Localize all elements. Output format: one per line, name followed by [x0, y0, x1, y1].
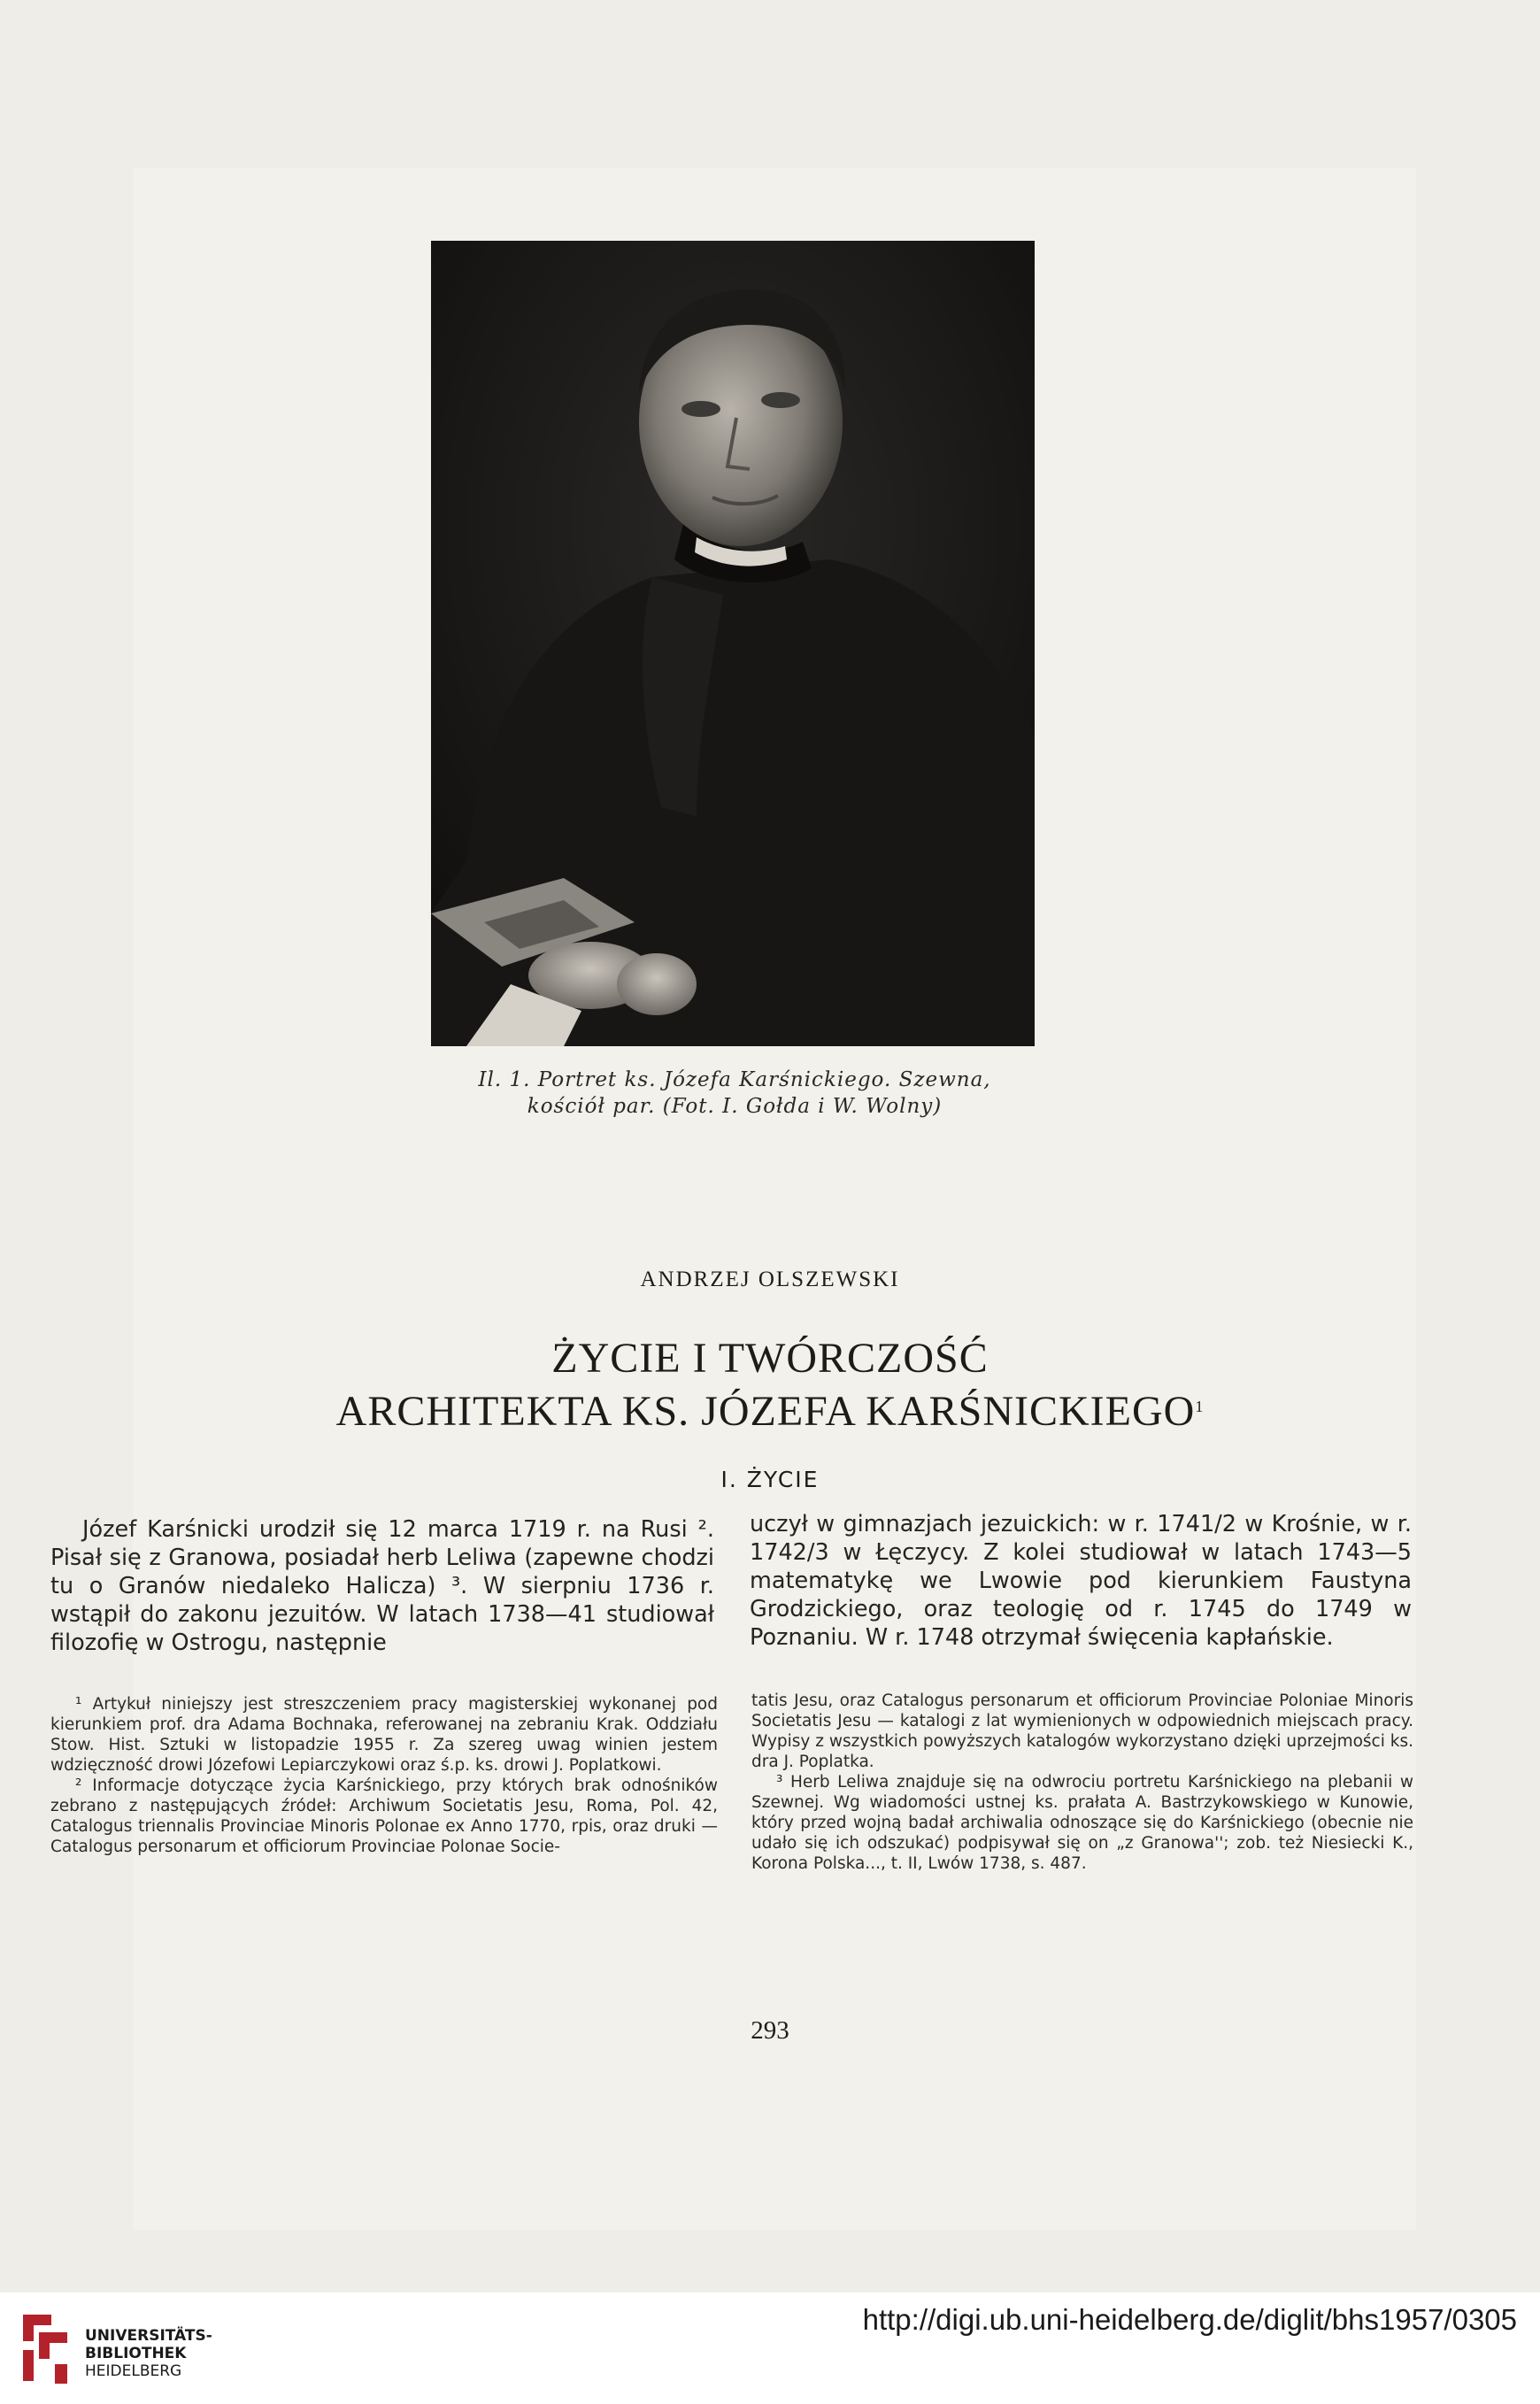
title-line-1: ŻYCIE I TWÓRCZOŚĆ	[551, 1335, 989, 1382]
library-name	[85, 2327, 212, 2380]
title-footnote-mark: 1	[1195, 1398, 1205, 1415]
portrait-image	[431, 241, 1035, 1046]
section-heading: I. ŻYCIE	[720, 1467, 820, 1492]
footnote-2-continued: tatis Jesu, oraz Catalogus personarum et officiorum Provinciae Poloniae Minoris Societatis Jesu — katalogi z lat wymienionych w odpowiednich miejscach pracy. Wypisy z wszystkich powyższych katalogów wykorzystano dzięki uprzejmości ks. dra J. Poplatka.	[751, 1691, 1413, 1771]
footnotes-left	[50, 1694, 718, 1857]
caption-line-2: kościół par. (Fot. I. Gołda i W. Wolny)	[527, 1095, 943, 1118]
author-name: ANDRZEJ OLSZEWSKI	[640, 1267, 900, 1291]
footnote-1: ¹ Artykuł niniejszy jest streszczeniem pracy magisterskiej wykonanej pod kierunkiem prof. dra Adama Bochnaka, referowanej na zebraniu Krak. Oddziału Stow. Hist. Sztuki w listopadzie 1955 r. Za szereg uwag winien jestem wdzięczność drowi Józefowi Lepiarczykowi oraz ś.p. ks. drowi J. Poplatkowi.	[50, 1695, 718, 1775]
footnote-2: ² Informacje dotyczące życia Karśnickiego, przy których brak odnośników zebrano z następujących źródeł: Archiwum Societatis Jesu, Roma, Pol. 42, Catalogus triennalis Provinciae Minoris Polonae ex Anno 1770, rpis, oraz druki — Catalogus personarum et officiorum Provinciae Polonae Socie-	[50, 1776, 718, 1856]
body-column-left: Józef Karśnicki urodził się 12 marca 1719 r. na Rusi ². Pisał się z Granowa, posiadał herb Leliwa (zapewne chodzi tu o Granów niedaleko Halicza) ³. W sierpniu 1736 r. wstąpił do zakonu jezuitów. W latach 1738—41 studiował filozofię w Ostrogu, następnie	[50, 1516, 714, 1656]
library-line-2: BIBLIOTHEK	[85, 2345, 187, 2362]
title-line-2-text: ARCHITEKTA KS. JÓZEFA KARŚNICKIEGO	[335, 1388, 1196, 1435]
body-column-right: uczył w gimnazjach jezuickich: w r. 1741/2 w Krośnie, w r. 1742/3 w Łęczycy. Z kolei studiował w latach 1743—5 matematykę we Lwowie pod kierunkiem Faustyna Grodzickiego, oraz teologię od r. 1745 do 1749 w Poznaniu. W r. 1748 otrzymał święcenia kapłańskie.	[750, 1511, 1412, 1651]
article-title	[0, 1332, 1540, 1438]
library-line-3: HEIDELBERG	[85, 2362, 182, 2380]
caption-line-1: Il. 1. Portret ks. Józefa Karśnickiego. Szewna,	[478, 1068, 991, 1091]
figure-caption	[407, 1067, 1062, 1120]
source-url-link[interactable]: http://digi.ub.uni-heidelberg.de/diglit/bhs1957/0305	[862, 2303, 1517, 2336]
title-line-2	[0, 1385, 1540, 1438]
footnotes-right	[751, 1691, 1413, 1874]
library-line-1: UNIVERSITÄTS-	[85, 2327, 212, 2345]
page-number: 293	[751, 2016, 789, 2045]
library-logo-icon	[16, 2306, 78, 2393]
footnote-3: ³ Herb Leliwa znajduje się na odwrociu portretu Karśnickiego na plebanii w Szewnej. Wg wiadomości ustnej ks. prałata A. Bastrzykowskiego w Kunowie, który przed wojną badał archiwalia odnoszące się do Karśnickiego (obecnie nie udało się ich odszukać) podpisywał się on „z Granowa''; zob. też Niesiecki K., Korona Polska..., t. II, Lwów 1738, s. 487.	[751, 1773, 1413, 1873]
portrait-photograph	[431, 241, 1035, 1046]
